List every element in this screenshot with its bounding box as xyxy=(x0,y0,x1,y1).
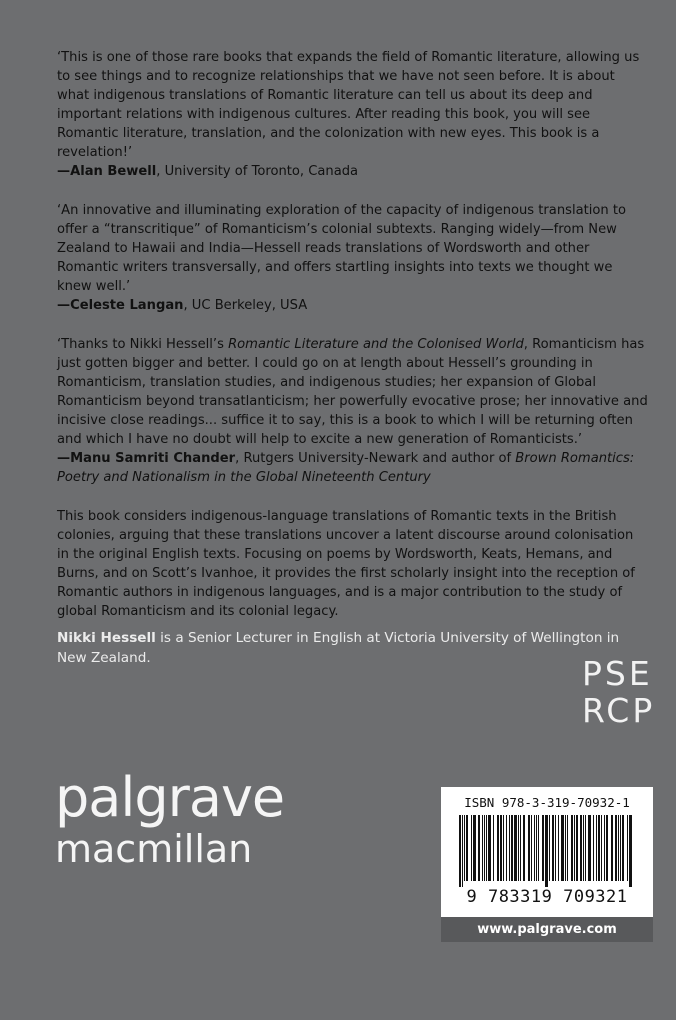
book-description: This book considers indigenous-language translations of Romantic texts in the British colonies, arguing that these translations uncover a latent discourse around colonisation in the original English texts. Focusing on poems by Wordsworth, Keats, Hemans, and Burns, and on Scott’s Ivanhoe, it provides the first scholarly insight into the reception of Romantic authors in indigenous languages, and is a major contribution to the study of global Romanticism and its colonial legacy. xyxy=(57,509,635,619)
barcode-icon xyxy=(457,815,637,887)
back-cover-text xyxy=(57,48,649,641)
isbn-label: ISBN 978-3-319-70932-1 xyxy=(464,795,630,810)
series-mark xyxy=(582,655,655,729)
review-3-author-book: Brown Romantics: Poetry and Nationalism in the Global Nineteenth Century xyxy=(57,451,635,485)
author-bio-text: is a Senior Lecturer in English at Victoria University of Wellington in New Zealand. xyxy=(57,630,620,666)
review-3 xyxy=(57,335,649,487)
review-2-affiliation: , UC Berkeley, USA xyxy=(183,298,308,313)
series-mark-line2: RCP xyxy=(582,691,656,730)
review-1-quote: ‘This is one of those rare books that expands the field of Romantic literature, allowing us to see things and to recognize relationships that we have not seen before. It is about what indigenous translations of Romantic literature can tell us about its deep and important relations with indigenous cultures. After reading this book, you will see Romantic literature, translation, and the colonization with new eyes. This book is a revelation!’ xyxy=(57,50,640,160)
review-2-quote: ‘An innovative and illuminating exploration of the capacity of indigenous translation to offer a “transcritique” of Romanticism’s colonial subtexts. Ranging widely—from New Zealand to Hawaii and India—Hessell reads translations of Wordsworth and other Romantic writers transversally, and offers startling insights into texts we thought we knew well.’ xyxy=(57,203,627,294)
author-bio xyxy=(57,628,649,668)
review-1 xyxy=(57,48,649,181)
publisher-logo-line1: palgrave xyxy=(55,766,285,829)
review-3-quote-prefix: ‘Thanks to Nikki Hessell’s xyxy=(57,337,229,352)
review-3-quote-rest: , Romanticism has just gotten bigger and better. I could go on at length about Hessell’s grounding in Romanticism, translation studies, and indigenous studies; her expansion of Global Romanticism beyond transatlanticism; her powerfully evocative prose; her innovative and incisive close readings... suffice it to say, this is a book to which I will be returning often and which I have no doubt will help to excite a new generation of Romanticists.’ xyxy=(57,337,648,447)
review-1-name: —Alan Bewell xyxy=(57,164,157,179)
isbn-barcode-block xyxy=(441,787,653,942)
author-name: Nikki Hessell xyxy=(57,630,156,646)
review-3-book-title: Romantic Literature and the Colonised World xyxy=(228,337,524,352)
review-3-name: —Manu Samriti Chander xyxy=(57,451,236,466)
review-2-name: —Celeste Langan xyxy=(57,298,184,313)
publisher-logo xyxy=(55,768,284,870)
publisher-url: www.palgrave.com xyxy=(441,917,653,942)
series-mark-line1: PSE xyxy=(582,654,653,693)
review-3-affiliation: , Rutgers University-Newark and author of xyxy=(235,451,516,466)
publisher-logo-line2: macmillan xyxy=(55,827,253,871)
isbn-digits: 9 783319 709321 xyxy=(466,887,628,907)
review-1-affiliation: , University of Toronto, Canada xyxy=(156,164,359,179)
review-2 xyxy=(57,201,649,315)
